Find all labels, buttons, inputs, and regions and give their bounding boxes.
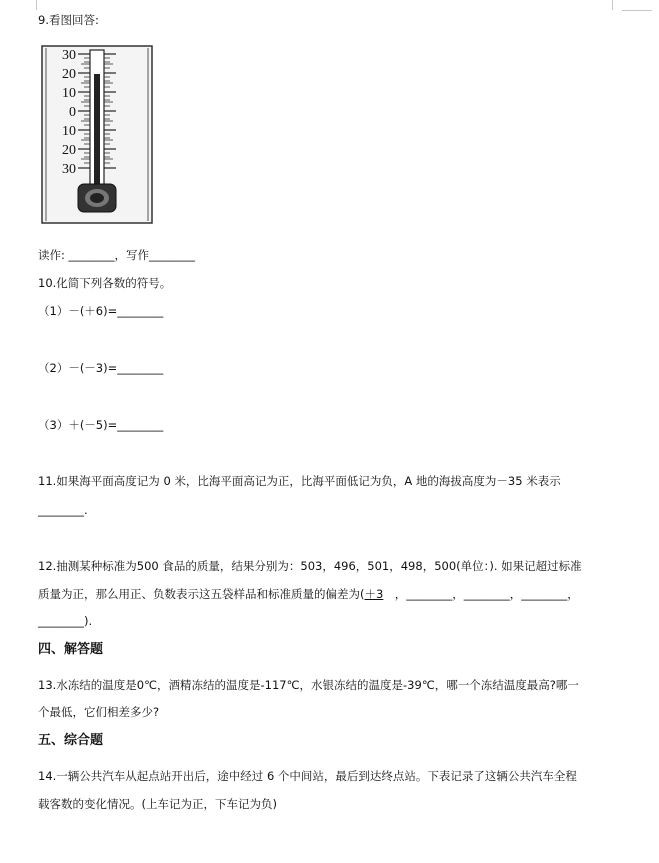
q14-line-1: 14.一辆公共汽车从起点站开出后，途中经过 6 个中间站，最后到达终点站。下表记录了这辆公共汽车全程 bbox=[38, 769, 577, 783]
q11-line-2: ________. bbox=[38, 503, 88, 517]
q12-line-2-suffix: ，________，________，________， bbox=[383, 587, 579, 601]
q10-item-2: （2）－(－3)=________ bbox=[38, 361, 164, 375]
q12-line-2-prefix: 质量为正，那么用正、负数表示这五袋样品和标准质量的偏差为( bbox=[38, 587, 365, 601]
scale-label: 0 bbox=[69, 105, 76, 120]
q10-title: 10.化简下列各数的符号。 bbox=[38, 276, 172, 290]
corner-mark-top-right bbox=[612, 0, 623, 10]
q10-item-3: （3）＋(－5)=________ bbox=[38, 418, 164, 432]
scale-label: 10 bbox=[62, 86, 76, 101]
q14-line-2: 载客数的变化情况。(上车记为正，下车记为负) bbox=[38, 797, 277, 811]
thermometer-illustration bbox=[40, 44, 154, 225]
section-5-heading: 五、综合题 bbox=[38, 733, 104, 748]
section-4-heading: 四、解答题 bbox=[38, 642, 104, 657]
q12-line-2 bbox=[38, 586, 579, 602]
q10-item-1: （1）－(＋6)=________ bbox=[38, 304, 164, 318]
scale-label: 20 bbox=[62, 143, 76, 158]
scale-label: 30 bbox=[62, 48, 76, 63]
q12-line-2-example: ＋3 bbox=[364, 587, 384, 601]
scale-label: 30 bbox=[62, 162, 76, 177]
q11-line-1: 11.如果海平面高度记为 0 米，比海平面高记为正，比海平面低记为负，A 地的海拔高度为－35 米表示 bbox=[38, 474, 561, 488]
q12-line-1: 12.抽测某种标准为500 食品的质量，结果分别为：503，496，501，498，500(单位：). 如果记超过标准 bbox=[38, 559, 582, 573]
q13-line-1: 13.水冻结的温度是0℃，酒精冻结的温度是-117℃，水银冻结的温度是-39℃，哪一个冻结温度最高?哪一 bbox=[38, 678, 579, 692]
q9-title: 9.看图回答: bbox=[38, 13, 99, 27]
q13-line-2: 个最低，它们相差多少? bbox=[38, 705, 160, 719]
scale-label: 10 bbox=[62, 124, 76, 139]
corner-mark-top-left bbox=[26, 0, 37, 10]
q12-line-3: ________). bbox=[38, 614, 93, 628]
scale-label: 20 bbox=[62, 67, 76, 82]
q9-answer-line: 读作: ________，写作________ bbox=[38, 248, 196, 262]
corner-mark-top-right-h bbox=[622, 10, 652, 11]
thermometer-figure bbox=[40, 44, 154, 225]
